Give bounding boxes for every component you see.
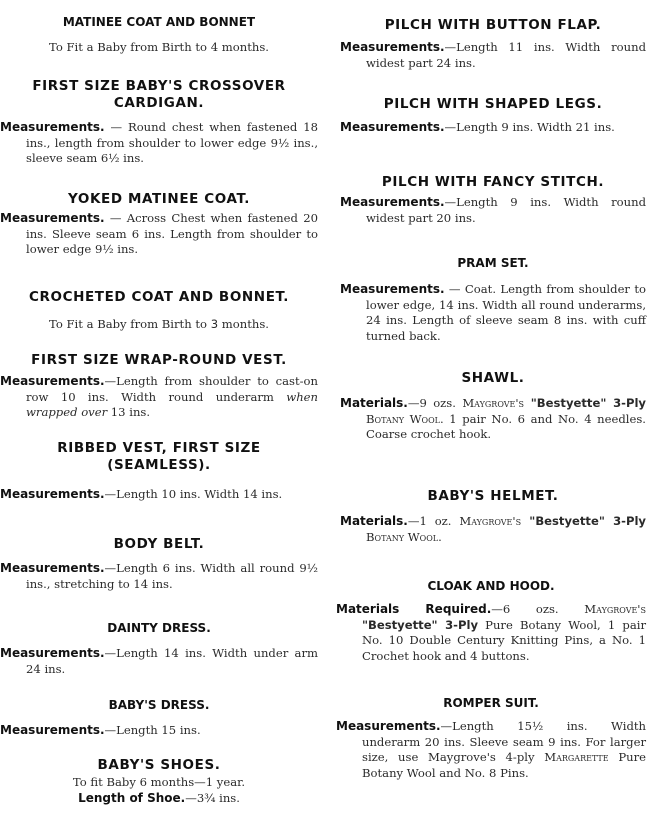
section-title: YOKED MATINEE COAT. — [68, 191, 250, 207]
text-part: 1 pair No. 6 and No. 4 needles. Coarse crochet hook. — [366, 411, 646, 441]
materials-label: Materials Required. — [336, 602, 492, 616]
section-text — [0, 120, 318, 167]
section-title: BODY BELT. — [113, 536, 205, 552]
section-yoked-matinee — [0, 191, 318, 258]
measurements-label: Measurements. — [0, 211, 105, 225]
measurements-label: Measurements. — [0, 120, 105, 134]
section-title-line-1: RIBBED VEST, FIRST SIZE — [57, 440, 261, 456]
text-part: 13 ins. — [107, 405, 151, 419]
section-pilch-shaped-legs — [340, 96, 646, 136]
measurements-text: —Length 14 ins. Width under arm 24 ins. — [26, 646, 318, 676]
section-wrap-round-vest — [0, 352, 318, 421]
section-babys-shoes — [0, 757, 318, 806]
yarn-name: "Bestyette" 3-Ply — [521, 514, 646, 528]
section-pilch-button-flap — [340, 17, 646, 71]
section-text — [0, 646, 318, 677]
section-text — [336, 602, 646, 664]
section-title: PILCH WITH BUTTON FLAP. — [384, 17, 602, 33]
section-title: BABY'S SHOES. — [97, 757, 221, 773]
measurements-text: —Length 11 ins. Width round widest part 24 ins. — [366, 40, 646, 70]
section-matinee-coat — [0, 14, 318, 56]
section-text — [340, 282, 646, 344]
measurements-label: Measurements. — [340, 282, 445, 296]
measurements-label: Measurements. — [0, 374, 105, 388]
section-crocheted-coat — [0, 289, 318, 333]
measurements-text: —Length 9 ins. Width 21 ins. — [444, 120, 615, 134]
text-part: —Length from shoulder to cast-on row 10 ins. Width round underarm — [26, 374, 318, 404]
section-text — [0, 211, 318, 258]
measurements-label: Measurements. — [0, 487, 105, 501]
section-text — [340, 396, 646, 443]
section-title: CROCHETED COAT AND BONNET. — [29, 289, 289, 305]
section-text — [0, 374, 318, 421]
section-pilch-fancy-stitch — [340, 174, 646, 226]
section-title-line-2: (SEAMLESS). — [107, 457, 211, 473]
measurements-text: —Length 9 ins. Width round widest part 20 ins. — [366, 195, 646, 225]
section-text: To Fit a Baby from Birth to 4 months. — [49, 40, 269, 54]
brand-name: Maygrove's — [584, 602, 646, 616]
wool-name: Botany Wool. — [366, 529, 442, 544]
section-crossover-cardigan — [0, 78, 318, 167]
measurements-label: Measurements. — [336, 719, 441, 733]
section-title: PILCH WITH SHAPED LEGS. — [383, 96, 603, 112]
text-part: —1 oz. — [407, 514, 460, 528]
measurements-text: — Coat. Length from shoulder to lower edge, 14 ins. Width all round underarms, 24 ins. Length of sleeve seam 8 ins. with cuff turned back. — [366, 282, 646, 343]
section-title: FIRST SIZE WRAP-ROUND VEST. — [31, 352, 287, 368]
section-body-belt — [0, 536, 318, 592]
section-title: CLOAK AND HOOD. — [427, 579, 555, 593]
section-title-line-2: CARDIGAN. — [113, 95, 205, 111]
section-pram-set — [340, 255, 646, 344]
section-dainty-dress — [0, 620, 318, 677]
section-title: BABY'S DRESS. — [108, 698, 210, 712]
section-cloak-and-hood — [336, 578, 646, 664]
measurements-label: Measurements. — [340, 195, 445, 209]
shoe-length — [0, 791, 318, 807]
text-part: —6 ozs. — [491, 602, 585, 616]
section-title: SHAWL. — [461, 370, 525, 386]
measurements-label: Measurements. — [0, 561, 105, 575]
measurements-text: —Length 10 ins. Width 14 ins. — [104, 487, 283, 501]
text-part: —9 ozs. — [407, 396, 463, 410]
section-text — [340, 195, 646, 226]
brand-name: Margarette — [544, 750, 609, 764]
section-text: To fit Baby 6 months—1 year. — [72, 775, 246, 789]
section-title-line-1: FIRST SIZE BABY'S CROSSOVER — [32, 78, 286, 94]
months-number: 3 — [210, 317, 219, 331]
section-text — [0, 561, 318, 592]
section-text — [340, 514, 646, 545]
section-title: ROMPER SUIT. — [443, 696, 539, 710]
measurements-label: Measurements. — [340, 40, 445, 54]
measurements-text: — Across Chest when fastened 20 ins. Sleeve seam 6 ins. Length from shoulder to lower edge 9½ ins. — [26, 211, 318, 256]
measurements-text: —Length 15 ins. — [104, 723, 201, 737]
measurements-label: Measurements. — [0, 646, 105, 660]
text-part: To Fit a Baby from Birth to — [49, 317, 211, 331]
yarn-name: "Bestyette" 3-Ply — [524, 396, 646, 410]
text-part: —Length 15½ ins. Width underarm 20 ins. Sleeve seam 9 ins. For larger size, use Maygrove's 4-ply — [362, 719, 646, 764]
text-part: Pure Botany Wool, 1 pair No. 10 Double Century Knitting Pins, a No. 1 Crochet hook and 4 buttons. — [362, 617, 646, 663]
section-title: BABY'S HELMET. — [427, 488, 559, 504]
section-title: PRAM SET. — [457, 256, 529, 270]
section-text — [336, 719, 646, 781]
section-text — [340, 120, 646, 136]
text-part: Pure Botany Wool and No. 8 Pins. — [362, 750, 646, 780]
shoe-length-text: —3¾ ins. — [185, 790, 240, 805]
section-title: MATINEE COAT AND BONNET — [62, 15, 256, 29]
materials-label: Materials. — [340, 514, 408, 528]
brand-name: Maygrove's — [462, 396, 525, 410]
section-babys-dress — [0, 697, 318, 739]
section-title: PILCH WITH FANCY STITCH. — [381, 174, 605, 190]
shoe-length-label: Length of Shoe. — [78, 790, 186, 805]
measurements-text: —Length 6 ins. Width all round 9½ ins., stretching to 14 ins. — [26, 561, 318, 591]
materials-label: Materials. — [340, 396, 408, 410]
section-text — [0, 723, 318, 739]
measurements-label: Measurements. — [0, 723, 105, 737]
wool-name: Botany Wool. — [366, 411, 444, 426]
section-text — [340, 40, 646, 71]
section-shawl — [340, 370, 646, 443]
section-text — [0, 317, 318, 333]
section-babys-helmet — [340, 488, 646, 545]
section-ribbed-vest — [0, 440, 318, 503]
section-title: DAINTY DRESS. — [107, 621, 211, 635]
text-part: months. — [218, 317, 269, 331]
section-text — [0, 487, 318, 503]
section-romper-suit — [336, 695, 646, 781]
measurements-text: — Round chest when fastened 18 ins., length from shoulder to lower edge 9½ ins., sleeve seam 6½ ins. — [26, 120, 318, 165]
measurements-label: Measurements. — [340, 120, 445, 134]
text-emphasis: when wrapped over — [26, 389, 318, 419]
brand-name: Maygrove's — [459, 514, 522, 528]
yarn-name: "Bestyette" 3-Ply — [362, 617, 479, 632]
